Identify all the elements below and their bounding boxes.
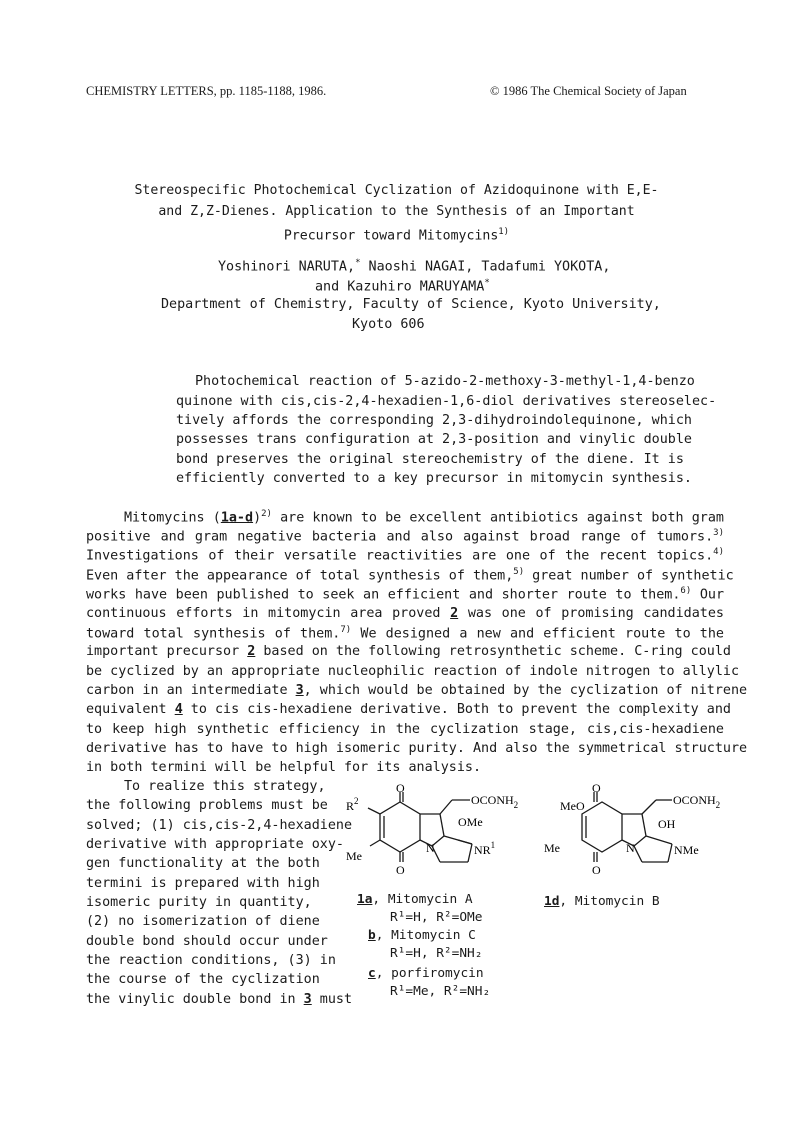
authors-line-2: and Kazuhiro MARUYAMA* — [315, 278, 490, 295]
nitrogen-label: N — [426, 841, 435, 855]
body-line: gen functionality at the both — [86, 856, 320, 871]
affiliation-line-2: Kyoto 606 — [352, 317, 425, 332]
mitomycin-structure-1 — [340, 781, 540, 888]
body-line: the vinylic double bond in 3 must — [86, 992, 353, 1007]
caption-b: b, Mitomycin C — [368, 928, 476, 943]
methoxy-label: OMe — [458, 815, 483, 829]
footnote-ref: 7) — [340, 625, 352, 635]
aziridine-label: $NR^1$ — [474, 840, 496, 857]
compound-ref: 1a — [357, 892, 373, 907]
abstract-line: bond preserves the original stereochemistry of the diene. It is — [176, 452, 684, 467]
caption-1a-substituents: R¹=H, R²=OMe — [390, 910, 483, 925]
compound-ref: 2 — [247, 644, 256, 659]
ring-bonds — [368, 792, 472, 862]
copyright-notice: © 1986 The Chemical Society of Japan — [490, 84, 687, 98]
body-line: important precursor 2 based on the following retrosynthetic scheme. C-ring could — [86, 644, 731, 659]
carbamate-label: $OCONH_2$ — [673, 793, 721, 810]
caption-b-substituents: R¹=H, R²=NH₂ — [390, 946, 483, 961]
body-line: solved; (1) cis,cis-2,4-hexadiene — [86, 818, 353, 833]
body-line: equivalent 4 to cis cis-hexadiene derivative. Both to prevent the complexity and — [86, 702, 731, 717]
caption-c-substituents: R¹=Me, R²=NH₂ — [390, 984, 491, 999]
compound-ref: c — [368, 966, 376, 981]
body-line: the reaction conditions, (3) in — [86, 953, 336, 968]
mitomycin-structure-2 — [544, 781, 740, 888]
compound-ref: b — [368, 928, 376, 943]
title-line-3: Precursor toward Mitomycins$^{1)}$ — [283, 227, 510, 244]
aziridine-label: NMe — [674, 843, 699, 857]
body-line: (2) no isomerization of diene — [86, 914, 320, 929]
carbamate-label: $OCONH_2$ — [471, 793, 519, 810]
compound-ref: 2 — [450, 606, 459, 621]
paper-title — [0, 180, 793, 246]
title-line-2: and Z,Z-Dienes. Application to the Synthesis of an Important — [158, 204, 635, 219]
hydroxy-label: OH — [658, 817, 676, 831]
affiliation-line-1: Department of Chemistry, Faculty of Science, Kyoto University, — [161, 297, 661, 312]
caption-c: c, porfiromycin — [368, 966, 484, 981]
abstract-line: tively affords the corresponding 2,3-dihydroindolequinone, which — [176, 413, 692, 428]
abstract-line: efficiently converted to a key precursor in mitomycin synthesis. — [176, 471, 692, 486]
methyl-label: Me — [544, 841, 560, 855]
body-line: isomeric purity in quantity, — [86, 895, 312, 910]
authors-line-1: Yoshinori NARUTA,* Naoshi NAGAI, Tadafumi YOKOTA, — [218, 258, 611, 275]
body-line: termini is prepared with high — [86, 876, 320, 891]
oxygen-label: O — [592, 863, 601, 877]
caption-1a: 1a, Mitomycin A — [357, 892, 473, 907]
journal-citation: CHEMISTRY LETTERS, pp. 1185-1188, 1986. — [86, 84, 327, 98]
caption-1d: 1d, Mitomycin B — [544, 894, 660, 909]
footnote-ref: 2) — [261, 509, 272, 519]
body-line: Mitomycins $(1a-d)^{2)}$ are known to be excellent antibiotics against both gram — [124, 509, 724, 526]
body-line: Even after the appearance of total synthesis of them,$^{5)}$ great number of synthetic — [86, 567, 734, 584]
footnote-ref: 1) — [498, 227, 510, 237]
footnote-ref: 5) — [513, 567, 525, 577]
r2-label: $R^2$ — [346, 796, 359, 813]
body-line: the following problems must be — [86, 798, 328, 813]
oxygen-label: O — [592, 781, 601, 795]
footnote-ref: 3) — [713, 528, 724, 538]
nitrogen-label: N — [626, 841, 635, 855]
methyl-label: Me — [346, 849, 362, 863]
compound-ref: 4 — [174, 702, 183, 717]
body-line: continuous efforts in mitomycin area proved 2 was one of promising candidates — [86, 606, 724, 621]
body-line: derivative with appropriate oxy- — [86, 837, 344, 852]
body-line: the course of the cyclization — [86, 972, 320, 987]
body-line: to keep high synthetic efficiency in the cyclization stage, cis,cis-hexadiene — [86, 722, 724, 737]
body-line: in both termini will be helpful for its analysis. — [86, 760, 482, 775]
footnote-ref: 6) — [680, 586, 692, 596]
methoxy-label: MeO — [560, 799, 585, 813]
footnote-ref: 4) — [713, 547, 724, 557]
body-line: carbon in an intermediate 3, which would be obtained by the cyclization of nitrene — [86, 683, 748, 698]
body-line: toward total synthesis of them.$^{7)}$ We designed a new and efficient route to the — [86, 625, 724, 642]
body-line: double bond should occur under — [86, 934, 328, 949]
compound-ref: 3 — [295, 683, 304, 698]
corresponding-mark: * — [355, 258, 361, 268]
body-line: To realize this strategy, — [124, 779, 326, 794]
body-line: derivative has to have to high isomeric purity. And also the symmetrical structure — [86, 741, 748, 756]
abstract-line: quinone with cis,cis-2,4-hexadien-1,6-diol derivatives stereoselec- — [176, 394, 717, 409]
compound-ref: 1d — [544, 894, 560, 909]
title-line-1: Stereospecific Photochemical Cyclization of Azidoquinone with E,E- — [134, 183, 659, 198]
body-line: positive and gram negative bacteria and also against broad range of tumors.$^{3)}$ — [86, 528, 724, 545]
corresponding-mark: * — [484, 278, 490, 288]
oxygen-label: O — [396, 781, 405, 795]
abstract-line: Photochemical reaction of 5-azido-2-methoxy-3-methyl-1,4-benzo — [195, 374, 695, 389]
compound-ref: 1a-d — [220, 510, 254, 526]
body-line: Investigations of their versatile reactivities are one of the recent topics.$^{4)}$ — [86, 547, 724, 564]
body-line: works have been published to seek an efficient and shorter route to them.$^{6)}$ Our — [86, 586, 725, 603]
body-line: be cyclized by an appropriate nucleophilic reaction of indole nitrogen to allylic — [86, 664, 740, 679]
compound-ref: 3 — [303, 992, 312, 1007]
oxygen-label: O — [396, 863, 405, 877]
abstract-line: possesses trans configuration at 2,3-position and vinylic double — [176, 432, 692, 447]
